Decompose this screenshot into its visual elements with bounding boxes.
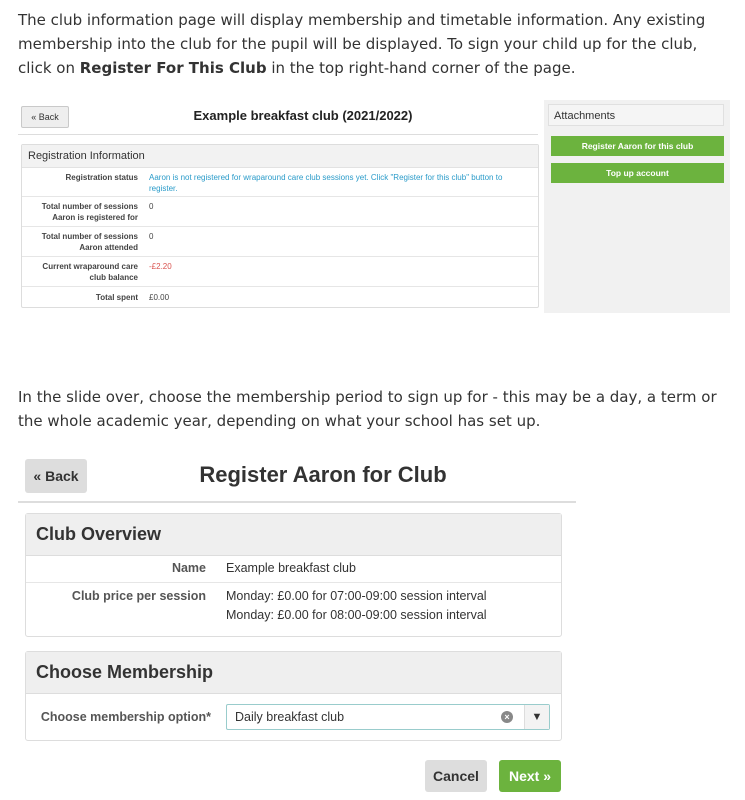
row-label: Current wraparound care club balance [42,262,138,282]
choose-membership-panel [25,651,562,741]
price-line: Monday: £0.00 for 07:00-09:00 session interval [226,589,487,603]
page-title: Example breakfast club (2021/2022) [193,108,413,123]
chevron-down-icon[interactable]: ▼ [525,705,549,729]
name-value: Example breakfast club [226,561,356,575]
club-overview-panel [25,513,562,637]
club-overview-title: Club Overview [26,514,561,556]
top-up-account-button[interactable]: Top up account [551,163,724,183]
name-row [26,556,561,583]
membership-select[interactable] [226,704,550,730]
divider [18,501,576,503]
cancel-button[interactable]: Cancel [425,760,487,792]
slideover-title: Register Aaron for Club [199,462,447,487]
next-button[interactable]: Next » [499,760,561,792]
row-label: Total number of sessions Aaron attended [41,232,138,252]
row-label: Registration status [65,173,138,182]
price-label: Club price per session [71,589,206,603]
middle-text: In the slide over, choose the membership period to sign up for - this may be a day, a term or the whole academic year, depending on what your school has set up. [18,388,717,430]
choose-membership-title: Choose Membership [26,652,561,694]
membership-row [26,694,561,740]
row-label: Total number of sessions Aaron is registered for [41,202,138,222]
row-label: Total spent [95,293,138,302]
name-label: Name [171,561,206,575]
table-row [22,287,538,309]
price-line: Monday: £0.00 for 08:00-09:00 session interval [226,608,487,622]
clear-icon[interactable]: × [501,711,513,723]
price-row [26,583,561,635]
divider [18,134,538,135]
attachments-header: Attachments [548,104,724,126]
table-row [22,168,538,197]
sidebar [544,100,730,313]
table-row [22,197,538,227]
register-club-emphasis: Register For This Club [79,59,267,77]
row-value: 0 [149,232,154,241]
balance-value: -£2.20 [149,262,172,271]
table-row [22,257,538,287]
row-value: £0.00 [149,293,170,302]
club-info-screenshot [18,100,730,315]
registration-panel [21,144,539,308]
register-for-club-button[interactable]: Register Aaron for this club [551,136,724,156]
registration-status-value: Aaron is not registered for wraparound care club sessions yet. Click "Register for this club" button to register. [149,173,503,193]
back-button[interactable]: « Back [25,459,87,493]
panel-title: Registration Information [22,145,538,168]
intro-text: The club information page will display membership and timetable information. Any existing membership into the club for the pupil will be displayed. To sign your child up for the club, click on Register For This Club in the top right-hand corner of the page. [18,11,706,77]
membership-selected-value: Daily breakfast club [235,710,345,724]
membership-label: Choose membership option* [40,710,211,724]
back-button[interactable]: « Back [21,106,69,128]
row-value: 0 [149,202,154,211]
register-slideover-screenshot [18,452,578,800]
table-row [22,227,538,257]
